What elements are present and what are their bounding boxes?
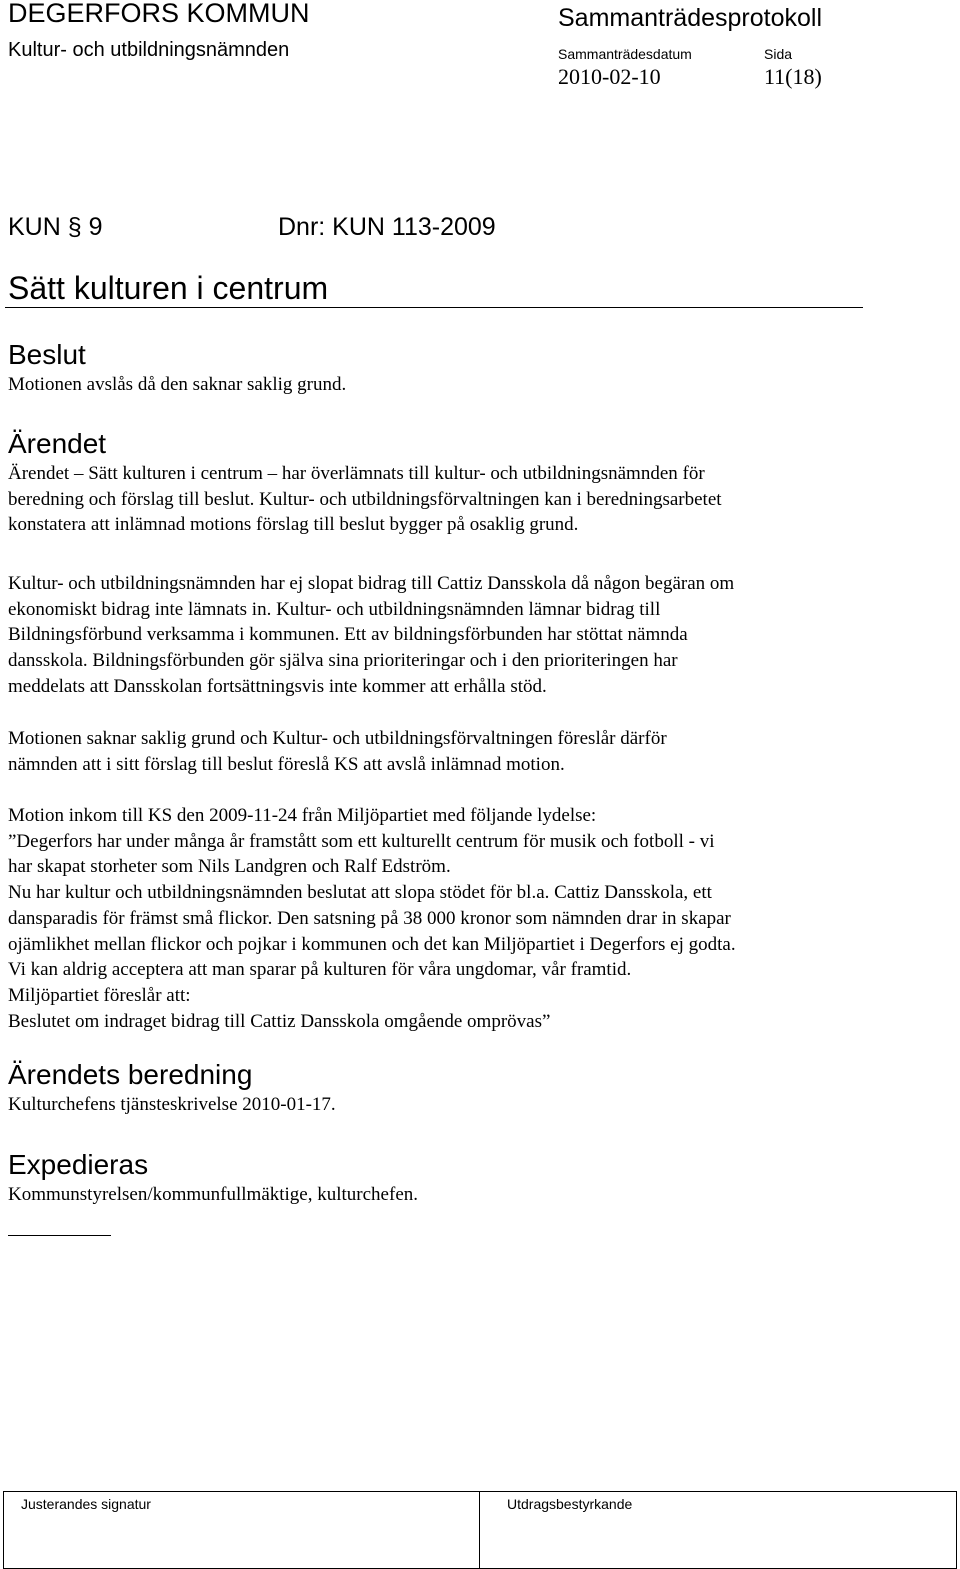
text-line: nämnden att i sitt förslag till beslut föreslå KS att avslå inlämnad motion. [8, 753, 565, 775]
text-line: ”Degerfors har under många år framstått som ett kulturellt centrum för musik och fotboll - vi [8, 830, 715, 852]
document-type: Sammanträdesprotokoll [558, 4, 823, 32]
beslut-text [8, 372, 878, 398]
section-expedieras [8, 1148, 878, 1208]
expedieras-text [8, 1182, 878, 1208]
end-of-section-divider [8, 1235, 111, 1236]
section-heading-arendet: Ärendet [8, 428, 107, 459]
signature-box [3, 1491, 479, 1569]
page-label: Sida [764, 46, 793, 62]
arendet-paragraph-2 [8, 571, 734, 700]
case-title: Sätt kulturen i centrum [8, 270, 329, 306]
text-line: Kulturchefens tjänsteskrivelse 2010-01-17. [8, 1094, 336, 1115]
case-number: KUN § 9 [8, 213, 103, 241]
section-arendet [8, 427, 878, 538]
arendet-paragraph-4 [8, 803, 736, 1034]
arendet-paragraph-3 [8, 726, 667, 777]
text-line: Kommunstyrelsen/kommunfullmäktige, kulturchefen. [8, 1184, 419, 1205]
text-line: konstatera att inlämnad motions förslag till beslut bygger på osaklig grund. [8, 514, 579, 536]
text-line: beredning och förslag till beslut. Kultur- och utbildningsförvaltningen kan i beredningsarbetet [8, 488, 722, 510]
beredning-text [8, 1092, 878, 1118]
text-line: har skapat storheter som Nils Landgren och Ralf Edström. [8, 856, 451, 878]
text-line: Beslutet om indraget bidrag till Cattiz Dansskola omgående omprövas” [8, 1010, 551, 1032]
meeting-date-label: Sammanträdesdatum [558, 46, 692, 62]
signature-label: Justerandes signatur [21, 1496, 151, 1512]
section-beslut [8, 338, 878, 398]
extract-label: Utdragsbestyrkande [507, 1496, 633, 1512]
arendet-paragraph-1 [8, 461, 878, 538]
case-dnr: Dnr: KUN 113-2009 [278, 213, 496, 241]
text-line: dansparadis för främst små flickor. Den satsning på 38 000 kronor som nämnden drar in skapar [8, 907, 731, 929]
text-line: Kultur- och utbildningsnämnden har ej slopat bidrag till Cattiz Dansskola då någon begäran om [8, 573, 735, 594]
section-heading-expedieras: Expedieras [8, 1149, 149, 1180]
title-divider [5, 307, 863, 308]
text-line: ekonomiskt bidrag inte lämnats in. Kultur- och utbildningsnämnden lämnar bidrag till [8, 598, 661, 620]
text-line: Ärendet – Sätt kulturen i centrum – har överlämnats till kultur- och utbildningsnämnden för [8, 463, 705, 484]
section-heading-beslut: Beslut [8, 339, 86, 370]
extract-certification-box [479, 1491, 957, 1569]
text-line: Nu har kultur och utbildningsnämnden beslutat att slopa stödet för bl.a. Cattiz Dansskola, ett [8, 882, 712, 904]
committee-name: Kultur- och utbildningsnämnden [8, 39, 290, 61]
text-line: Bildningsförbund verksamma i kommunen. Ett av bildningsförbunden har stöttat nämnda [8, 624, 688, 646]
text-line: Motion inkom till KS den 2009-11-24 från Miljöpartiet med följande lydelse: [8, 805, 597, 826]
text-line: meddelats att Dansskolan fortsättningsvis inte kommer att erhålla stöd. [8, 675, 547, 697]
section-heading-beredning: Ärendets beredning [8, 1059, 253, 1090]
page-number: 11(18) [764, 64, 822, 89]
text-line: ojämlikhet mellan flickor och pojkar i kommunen och det kan Miljöpartiet i Degerfors ej godta. [8, 933, 736, 955]
text-line: Motionen avslås då den saknar saklig grund. [8, 374, 347, 395]
meeting-date: 2010-02-10 [558, 64, 661, 89]
text-line: Miljöpartiet föreslår att: [8, 984, 191, 1006]
text-line: Motionen saknar saklig grund och Kultur- och utbildningsförvaltningen föreslår därför [8, 728, 667, 749]
section-beredning [8, 1058, 878, 1118]
text-line: dansskola. Bildningsförbunden gör själva sina prioriteringar och i den prioriteringen har [8, 650, 678, 672]
text-line: Vi kan aldrig acceptera att man sparar på kulturen för våra ungdomar, vår framtid. [8, 959, 632, 981]
organization-name: DEGERFORS KOMMUN [8, 0, 310, 28]
